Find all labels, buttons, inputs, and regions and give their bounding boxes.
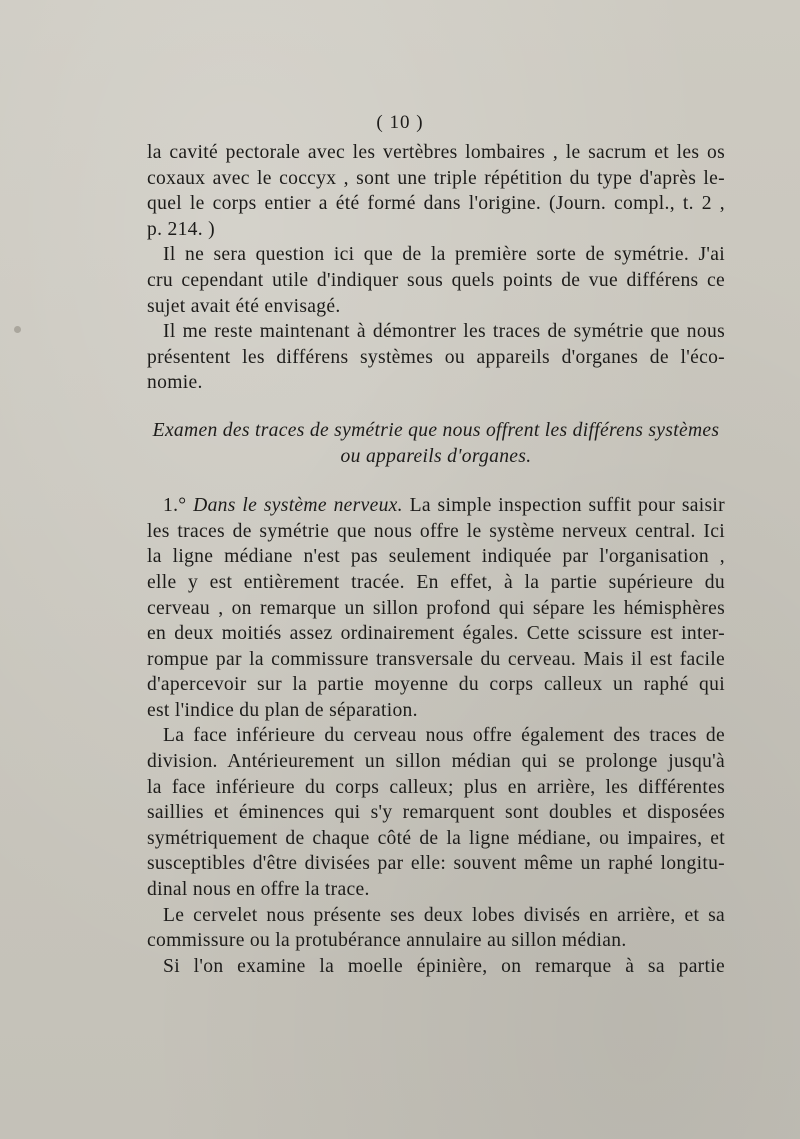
text-line: susceptibles d'être divisées par elle: souvent même un raphé longitu- [147, 853, 725, 875]
text-line: la face inférieure du corps calleux; plus en arrière, les différentes [147, 776, 725, 798]
text-line: La face inférieure du cerveau nous offre également des traces de [163, 725, 725, 747]
text-line: Il ne sera question ici que de la première sorte de symétrie. J'ai [163, 244, 725, 266]
text-line: cerveau , on remarque un sillon profond qui sépare les hémisphères [147, 597, 725, 619]
text-line: Il me reste maintenant à démontrer les traces de symétrie que nous [163, 321, 725, 343]
text-line: quel le corps entier a été formé dans l'origine. (Journ. compl., t. 2 , [147, 193, 725, 215]
text-line: la ligne médiane n'est pas seulement indiquée par l'organisation , [147, 546, 725, 568]
text-line: d'apercevoir sur la partie moyenne du corps calleux un raphé qui [147, 674, 725, 696]
section-heading: Examen des traces de symétrie que nous offrent les différens systèmes [152, 419, 720, 441]
text-run: La simple inspection suffit pour saisir [402, 495, 726, 517]
text-line: rompue par la commissure transversale du cerveau. Mais il est facile [147, 648, 725, 670]
body-text [147, 140, 725, 979]
text-line: commissure ou la protubérance annulaire au sillon médian. [147, 930, 627, 952]
text-line: division. Antérieurement un sillon médian qui se prolonge jusqu'à [147, 751, 725, 773]
text-line: en deux moitiés assez ordinairement égales. Cette scissure est inter- [147, 623, 725, 645]
text-line: p. 214. ) [147, 218, 216, 240]
text-line: la cavité pectorale avec les vertèbres lombaires , le sacrum et les os [147, 142, 725, 163]
text-line: symétriquement de chaque côté de la ligne médiane, ou impaires, et [147, 827, 725, 849]
text-line: sujet avait été envisagé. [147, 295, 341, 317]
text-line: saillies et éminences qui s'y remarquent sont doubles et disposées [147, 802, 725, 824]
list-number: 1.° [163, 495, 194, 517]
page-number: ( 10 ) [376, 112, 424, 133]
text-line: est l'indice du plan de séparation. [147, 699, 418, 721]
text-line: Le cervelet nous présente ses deux lobes divisés en arrière, et sa [163, 904, 725, 926]
paper-stain [14, 326, 21, 333]
section-heading-continued: ou appareils d'organes. [340, 445, 532, 467]
text-line: nomie. [147, 372, 203, 394]
text-line [147, 493, 725, 519]
text-line: coxaux avec le coccyx , sont une triple répétition du type d'après le- [147, 167, 725, 189]
text-line: les traces de symétrie que nous offre le système nerveux central. Ici [147, 520, 725, 542]
text-line: elle y est entièrement tracée. En effet, à la partie supérieure du [147, 571, 725, 593]
text-line: présentent les différens systèmes ou appareils d'organes de l'éco- [147, 346, 725, 368]
text-line: dinal nous en offre la trace. [147, 879, 370, 901]
text-line: Si l'on examine la moelle épinière, on remarque à sa partie [163, 955, 725, 977]
subsection-title: Dans le système nerveux. [193, 495, 403, 517]
text-line: cru cependant utile d'indiquer sous quels points de vue différens ce [147, 269, 725, 291]
